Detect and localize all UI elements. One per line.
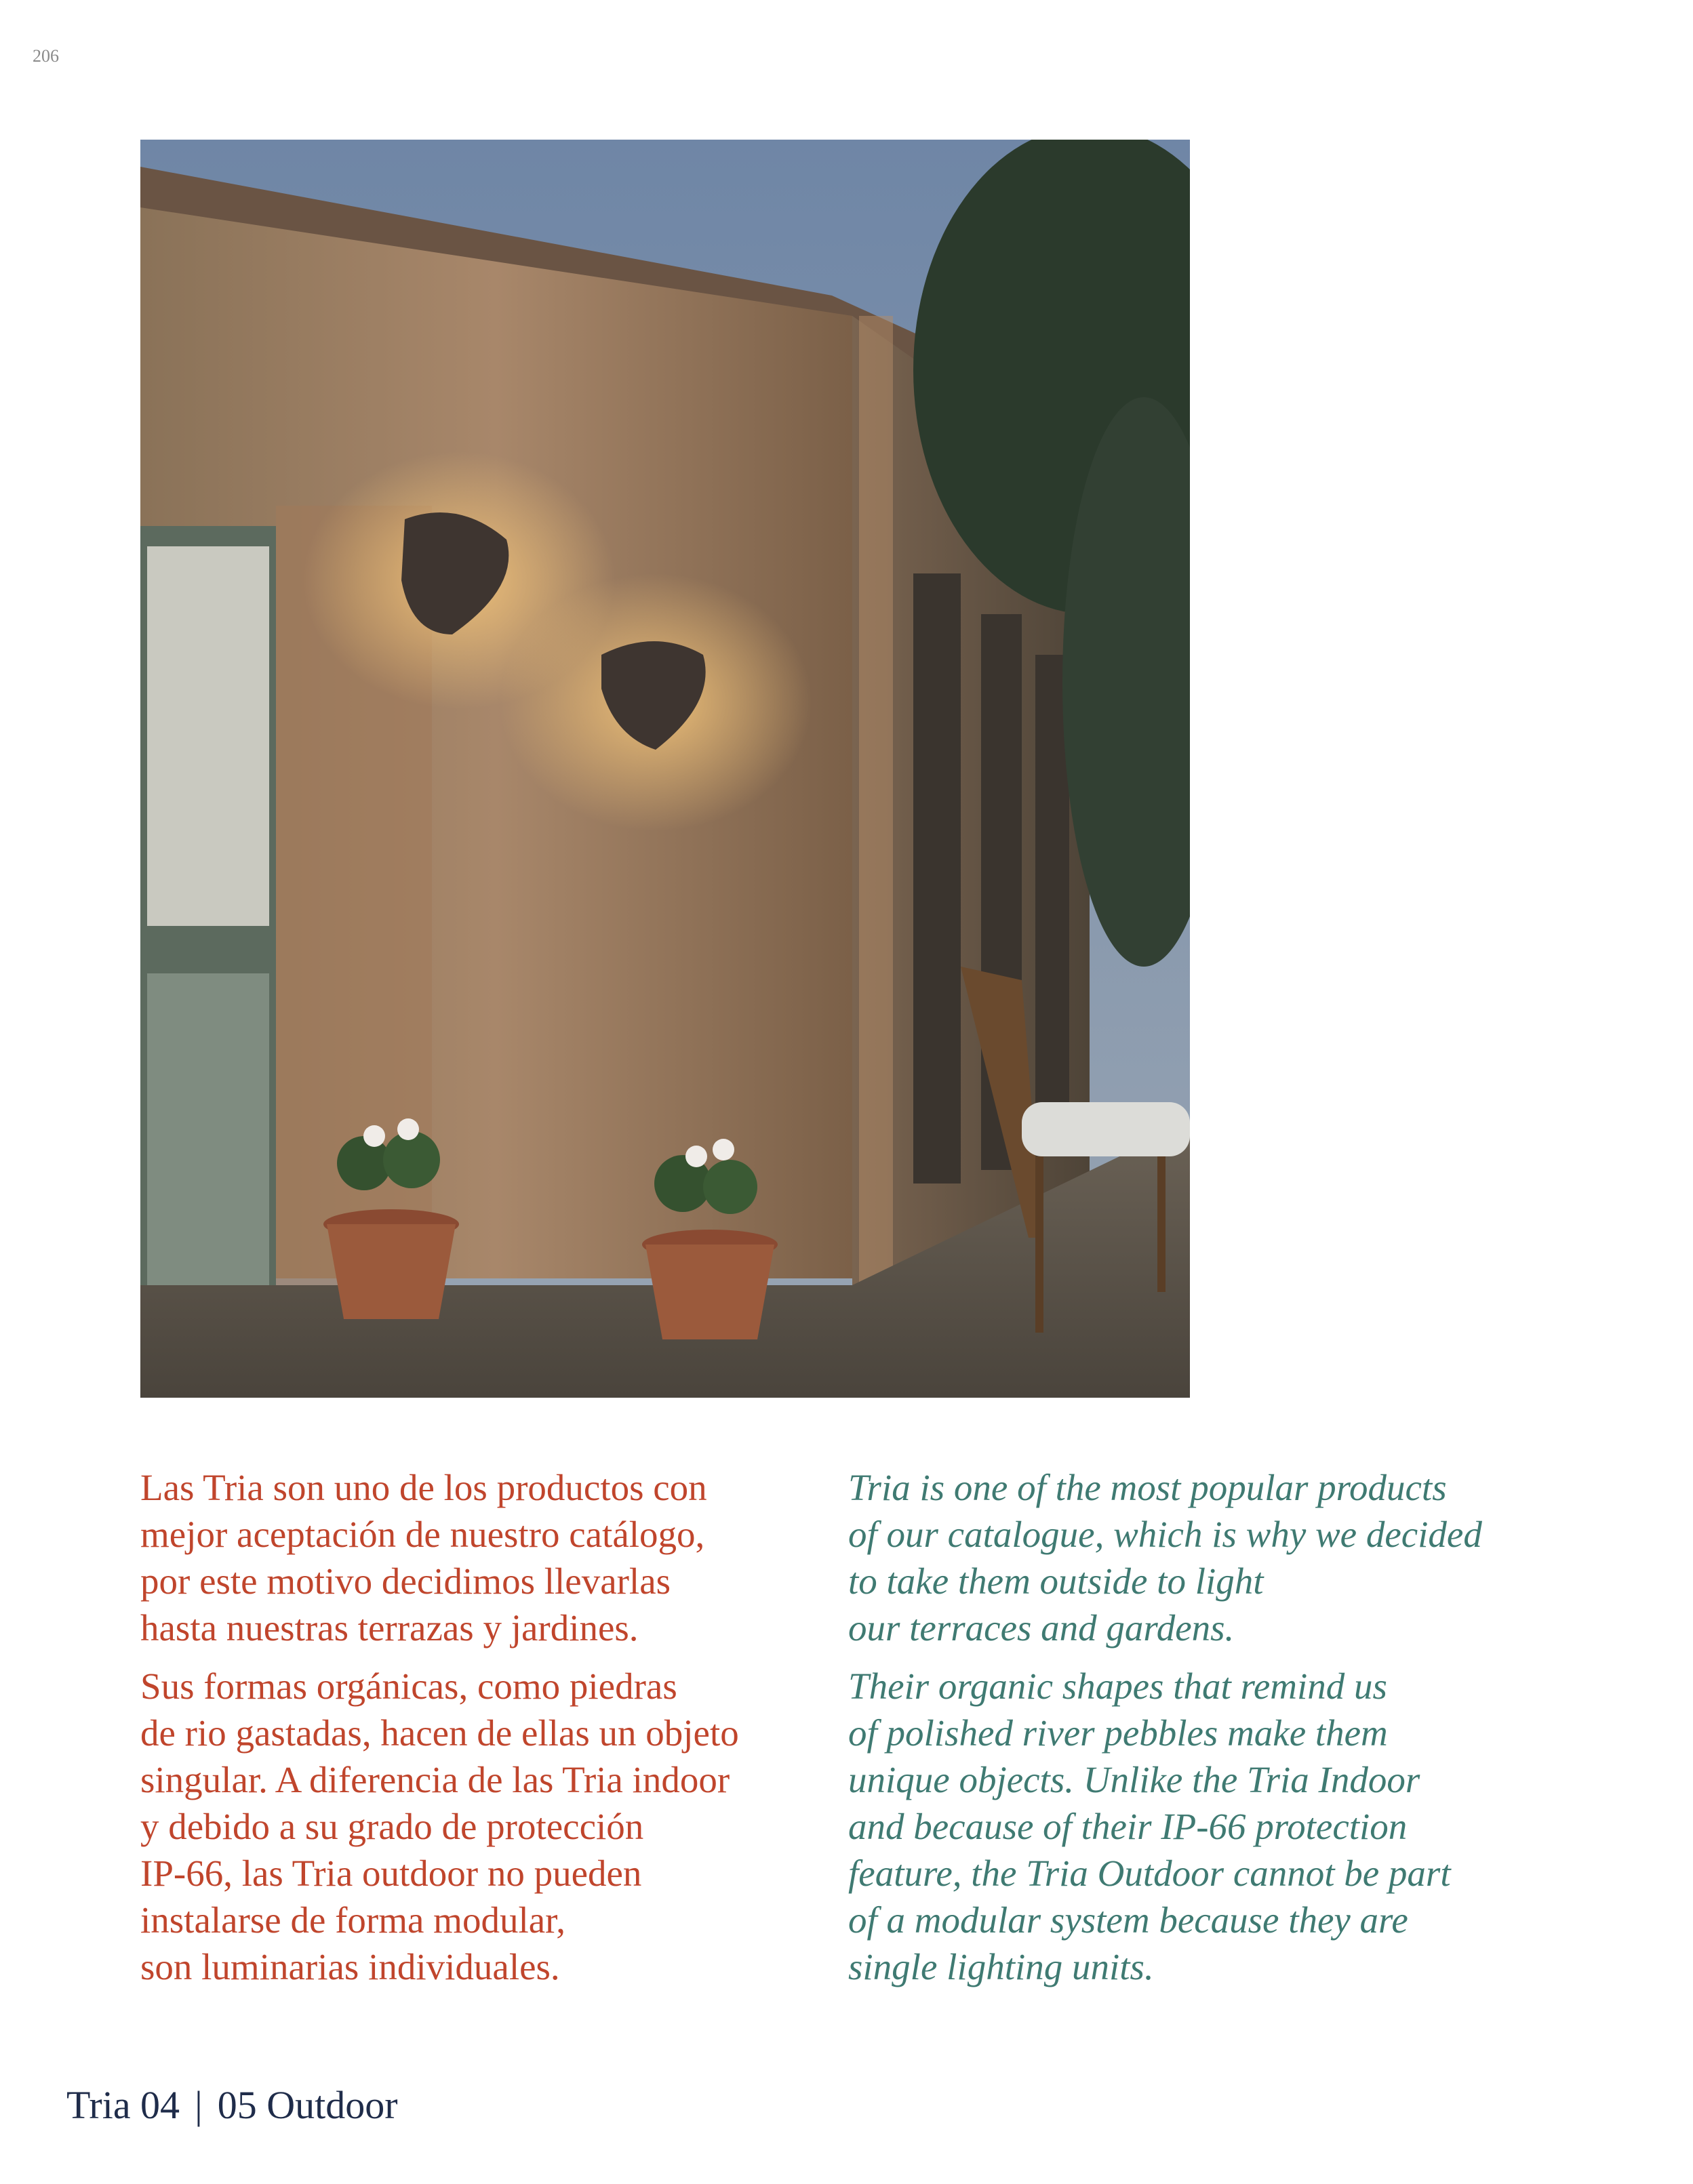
spanish-line: singular. A diferencia de las Tria indoor xyxy=(140,1759,730,1800)
spanish-paragraph-1 xyxy=(140,1464,825,1651)
spanish-line: de rio gastadas, hacen de ellas un objeto xyxy=(140,1712,739,1754)
spanish-paragraph-2 xyxy=(140,1663,825,1990)
english-text-column xyxy=(848,1464,1601,2002)
footer-separator: | xyxy=(195,2083,203,2127)
spanish-line: IP-66, las Tria outdoor no pueden xyxy=(140,1853,642,1894)
spanish-line: instalarse de forma modular, xyxy=(140,1899,566,1941)
english-line: our terraces and gardens. xyxy=(848,1607,1235,1649)
spanish-line: Sus formas orgánicas, como piedras xyxy=(140,1665,677,1707)
english-line: Tria is one of the most popular products xyxy=(848,1467,1447,1508)
product-photo xyxy=(140,140,1190,1398)
english-line: of a modular system because they are xyxy=(848,1899,1408,1941)
footer-product: Tria 04 xyxy=(66,2083,180,2127)
english-line: and because of their IP-66 protection xyxy=(848,1806,1408,1847)
footer-section: 05 Outdoor xyxy=(217,2083,398,2127)
english-line: to take them outside to light xyxy=(848,1560,1264,1602)
english-paragraph-2 xyxy=(848,1663,1601,1990)
spanish-text-column xyxy=(140,1464,825,2002)
english-line: single lighting units. xyxy=(848,1946,1154,1987)
spanish-line: mejor aceptación de nuestro catálogo, xyxy=(140,1514,705,1555)
english-paragraph-1 xyxy=(848,1464,1601,1651)
outdoor-wall-lamps-image xyxy=(140,140,1190,1398)
spanish-line: por este motivo decidimos llevarlas xyxy=(140,1560,671,1602)
footer-section-label xyxy=(66,2082,398,2128)
spanish-line: hasta nuestras terrazas y jardines. xyxy=(140,1607,639,1649)
page-number: 206 xyxy=(33,46,59,66)
spanish-line: son luminarias individuales. xyxy=(140,1946,560,1987)
english-line: unique objects. Unlike the Tria Indoor xyxy=(848,1759,1420,1800)
english-line: Their organic shapes that remind us xyxy=(848,1665,1387,1707)
english-line: of our catalogue, which is why we decided xyxy=(848,1514,1482,1555)
english-line: of polished river pebbles make them xyxy=(848,1712,1388,1754)
spanish-line: y debido a su grado de protección xyxy=(140,1806,644,1847)
english-line: feature, the Tria Outdoor cannot be part xyxy=(848,1853,1451,1894)
spanish-line: Las Tria son uno de los productos con xyxy=(140,1467,707,1508)
